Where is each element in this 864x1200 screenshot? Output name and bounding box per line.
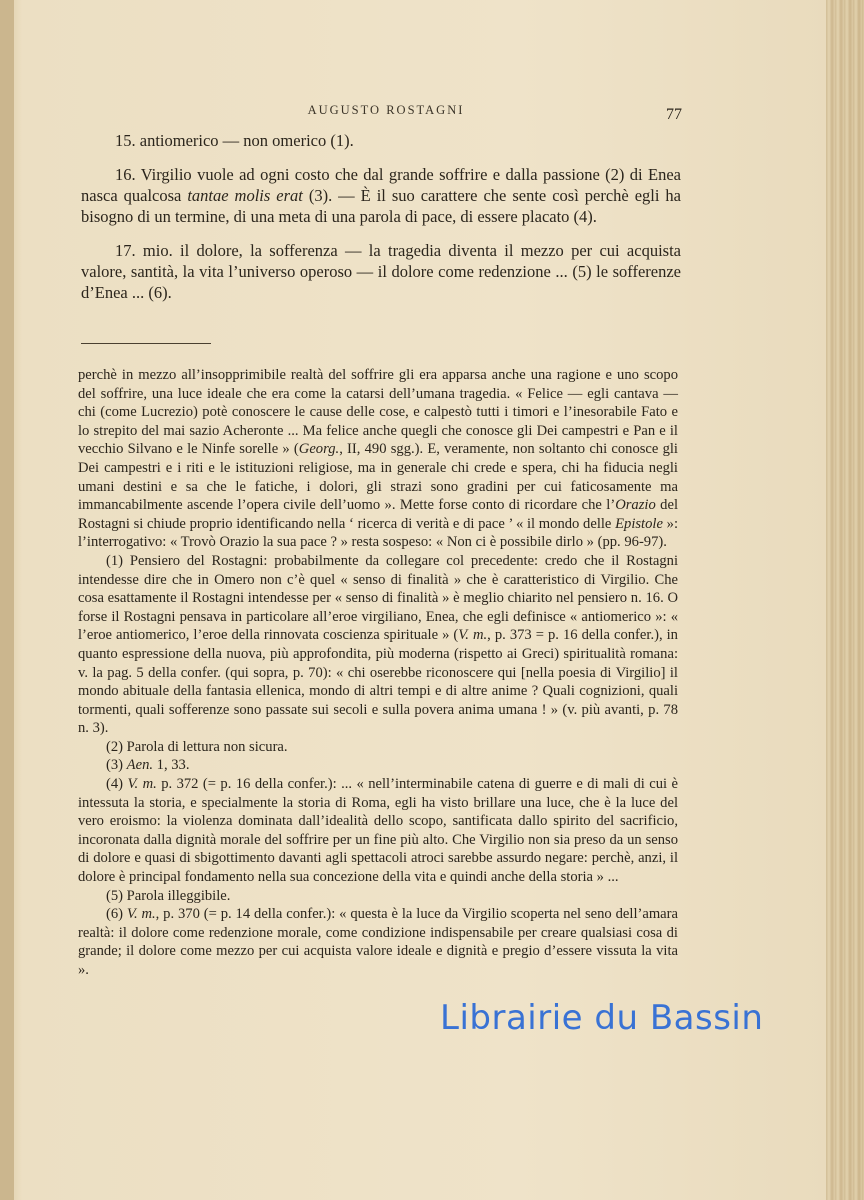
thought-16: 16. Virgilio vuole ad ogni costo che dal grande soffrire e dalla passione (2) di Enea nasca qualcosa tantae molis erat (3). — È il suo carattere che sente così perchè egli ha bisogno di un termine, di una meta di una parola di pace, di essere placato (4). xyxy=(81,165,682,226)
footnote-3: (3) Aen. 1, 33. xyxy=(106,757,190,774)
page-number: 77 xyxy=(666,106,682,123)
bookseller-watermark: Librairie du Bassin xyxy=(440,998,764,1038)
left-margin-shadow xyxy=(0,0,14,1200)
footnote-1: (1) Pensiero del Rostagni: probabilmente da collegare col precedente: credo che il Rostagni intendesse dire che in Omero non c’è quel « senso di finalità » che è caratteristico di Virgilio. Che cosa esattamente il Rostagni intendesse per « senso di finalità » è meglio chiarito nel pensiero n. 16. O forse il Rostagni pensava in particolare all’eroe virgiliano, Enea, che egli definisce « antiomerico »: « l’eroe antiomerico, l’eroe della rinnovata coscienza spirituale » (V. m., p. 373 = p. 16 della confer.), in quanto espressione della nuova, più approfondita, più moderna (rispetto ai Greci) spiritualità romana: v. la pag. 5 della confer. (qui sopra, p. 70): « chi oserebbe riconoscere qui [nella poesia di Virgilio] il mondo abituale della fantasia ellenica, mondo di altri tempi e di altre anime ? Quali cognizioni, quali tormenti, quali sofferenze sono passate sui secoli e sulla povera anima umana ! » (v. più avanti, p. 78 n. 3). xyxy=(78,552,678,737)
footnote-2: (2) Parola di lettura non sicura. xyxy=(106,738,288,755)
thought-17: 17. mio. il dolore, la sofferenza — la tragedia diventa il mezzo per cui acquista valore, santità, la vita l’universo operoso — il dolore come redenzione ... (5) le sofferenze d’Enea ... (6). xyxy=(81,241,681,302)
main-text xyxy=(81,130,681,316)
page-edge xyxy=(826,0,864,1200)
running-title: AUGUSTO ROSTAGNI xyxy=(307,103,465,117)
footnote-separator xyxy=(81,343,211,344)
footnote-5: (5) Parola illeggibile. xyxy=(106,887,231,904)
running-header xyxy=(0,103,864,118)
footnote-continuation: perchè in mezzo all’insopprimibile realtà del soffrire gli era apparsa anche una ragione e uno scopo del soffrire, una luce ideale che era come la catarsi dell’umana tragedia. « Felice — egli cantava — chi (come Lucrezio) potè conoscere le cause delle cose, e calpestò tutti i timori e l’inesorabile Fato e lo strepito del mai sazio Acheronte ... Ma felice anche quegli che conosce gli Dei campestri e Pan e il vecchio Silvano e le Ninfe sorelle » (Georg., II, 490 sgg.). E, veramente, non soltanto chi conosce gli Dei campestri e i riti e le istituzioni religiose, ma in generale chi crede e spera, chi ha fiducia negli umani destini e sa che le fatiche, i dolori, gli strazi sono gradini per cui faticosamente ma immancabilmente ascende l’opera civile dell’uomo ». Mette forse conto di ricordare che l’Orazio del Rostagni si chiude proprio identificando nella ‘ ricerca di verità e di pace ’ « il mondo delle Epistole »: l’interrogativo: « Trovò Orazio la sua pace ? » resta sospeso: « Non ci è possibile dirlo » (pp. 96-97). xyxy=(78,367,678,551)
footnotes xyxy=(78,366,678,980)
thought-15: 15. antiomerico — non omerico (1). xyxy=(115,131,354,150)
footnote-6: (6) V. m., p. 370 (= p. 14 della confer.): « questa è la luce da Virgilio scoperta nel seno dell’amara realtà: il dolore come redenzione morale, come condizione indispensabile per creare qualsiasi cosa di grande; il dolore come mezzo per cui acquista valore ideale e dignità e pregio d’essere vissuta la vita ». xyxy=(78,906,678,978)
italic-phrase: tantae molis erat xyxy=(187,186,303,205)
footnote-4: (4) V. m. p. 372 (= p. 16 della confer.): ... « nell’interminabile catena di guerre e di mali di cui è intessuta la storia, e specialmente la storia di Roma, egli ha visto brillare una luce, che è la luce del vero eroismo: la violenza dominata dall’idealità dello scopo, santificata dallo spirito del sacrificio, incoronata dalla dignità morale del soffrire per un fine più alto. Che Virgilio non sia preso da un senso di dolore e quasi di sbigottimento davanti agli spettacoli atroci sarebbe assurdo negare: perchè, anzi, il dolore è principal fondamento nella sua concezione della vita e quindi anche della storia » ... xyxy=(78,776,678,886)
